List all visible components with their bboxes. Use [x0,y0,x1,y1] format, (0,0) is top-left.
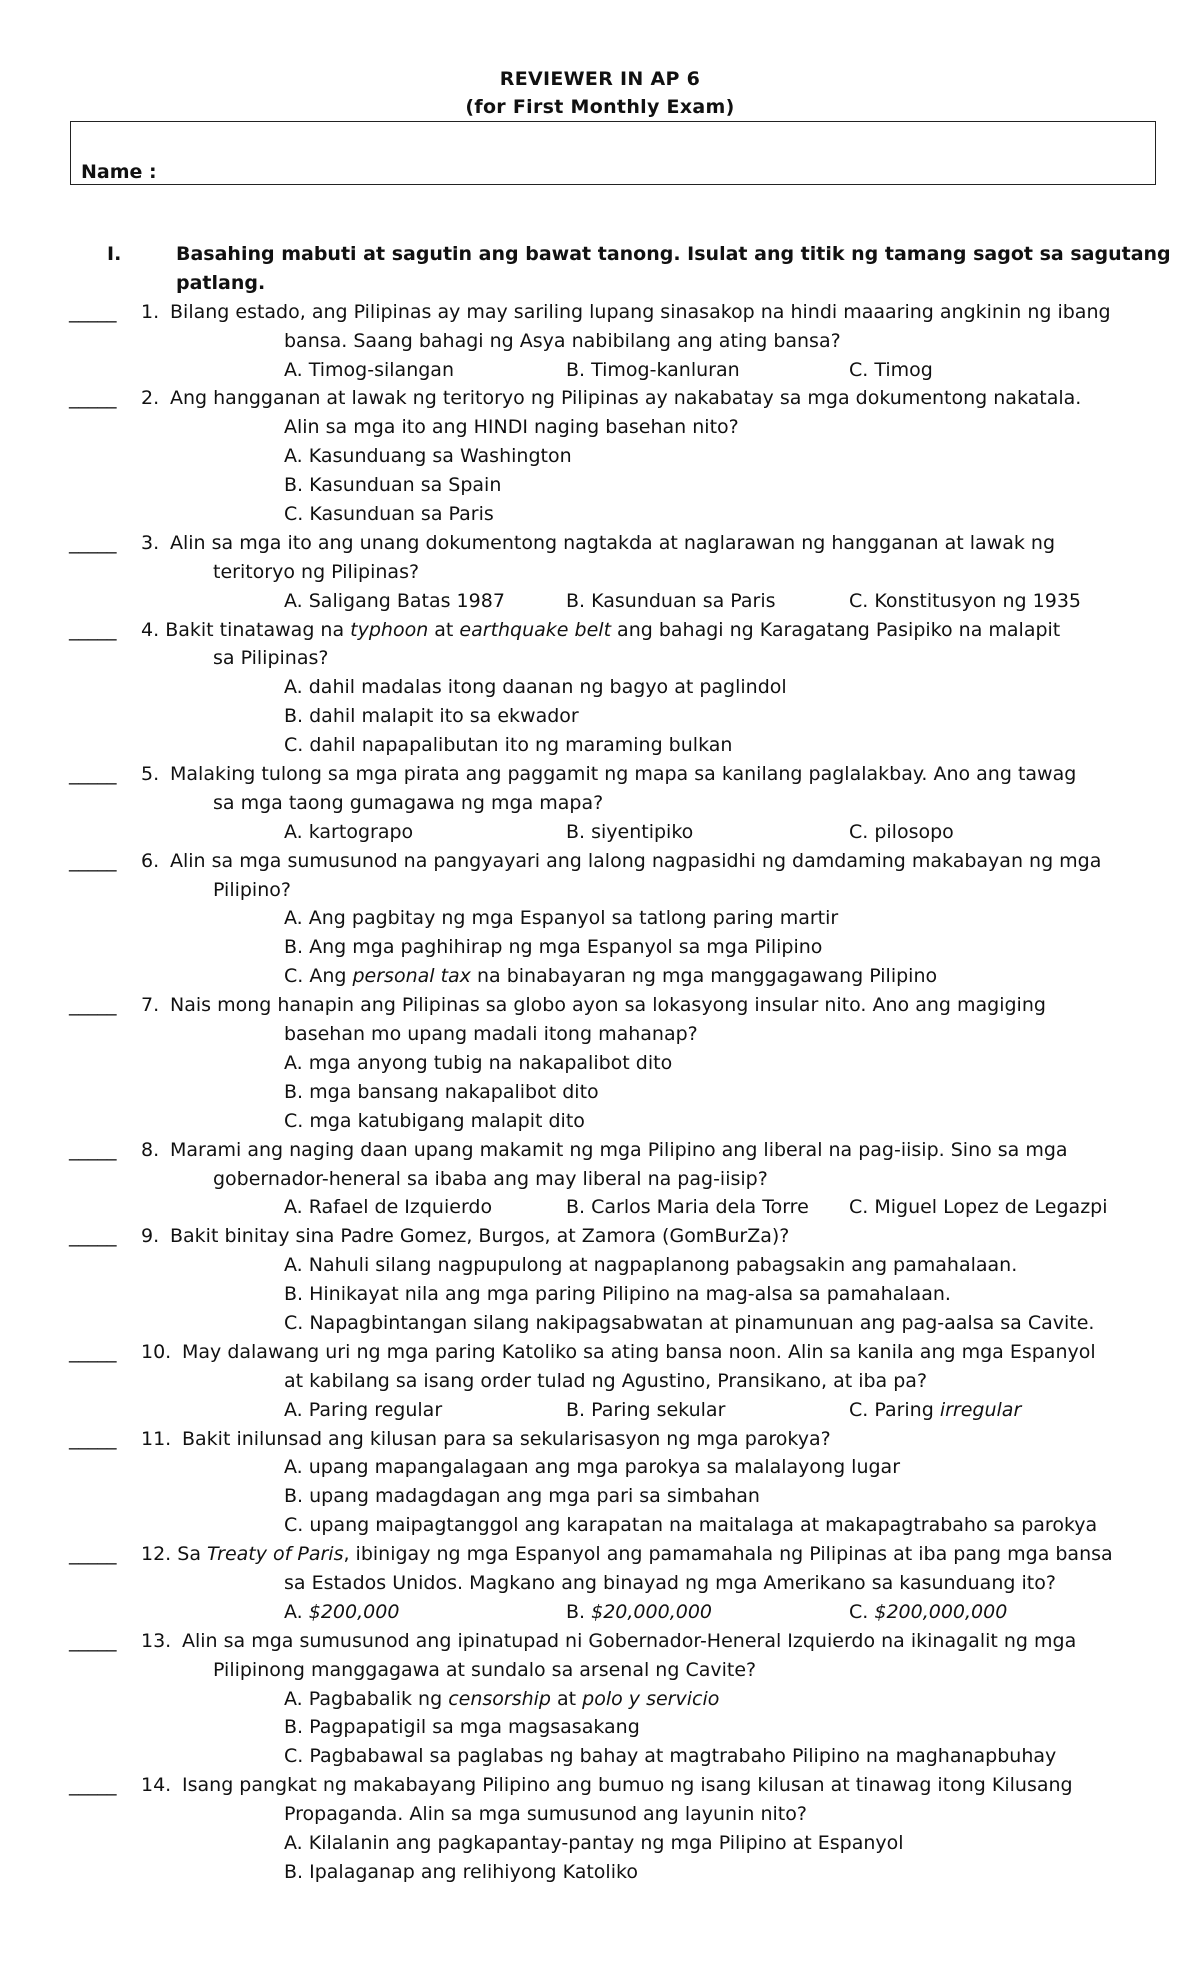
option-a: A. Rafael de Izquierdo [284,1196,493,1219]
question-14-cont [0,1800,1200,1829]
question-5 [0,760,1200,789]
question-text: Bilang estado, ang Pilipinas ay may sariling lupang sinasakop na hindi maaaring angkinin ng ibang [170,300,1111,323]
question-9 [0,1222,1200,1251]
option-row [0,1280,1200,1309]
option-text: A. Pagbabalik ng [284,1687,449,1710]
option-c [849,1396,1021,1425]
option-c [849,1598,1007,1627]
question-11 [0,1425,1200,1454]
question-text-line [141,1540,1113,1569]
answer-blank[interactable]: _____ [69,1774,117,1797]
term-irregular: irregular [939,1398,1022,1421]
question-13-cont [0,1656,1200,1685]
question-text: Alin sa mga ito ang unang dokumentong nagtakda at naglarawan ng hangganan at lawak ng [170,531,1056,554]
question-number: 1. [141,300,160,323]
option-row [0,962,1200,991]
option-letter: A. [284,1600,309,1623]
question-4-cont [0,644,1200,673]
question-7-cont [0,1020,1200,1049]
question-text: Isang pangkat ng makabayang Pilipino ang bumuo ng isang kilusan at tinawag itong Kilusang [182,1774,1073,1797]
option-a: A. Kasunduang sa Washington [284,445,572,468]
options-row [0,1396,1200,1425]
option-c: C. Miguel Lopez de Legazpi [849,1196,1108,1219]
question-8-cont [0,1165,1200,1194]
question-text: Alin sa mga sumusunod ang ipinatupad ni Gobernador-Heneral Izquierdo na ikinagalit ng mga [182,1629,1077,1652]
option-row [0,500,1200,529]
option-row [0,1685,1200,1714]
section-number: I. [107,243,122,265]
term-typhoon: typhoon [350,618,429,641]
question-10-cont [0,1367,1200,1396]
option-row [0,1829,1200,1858]
option-b: B. Carlos Maria dela Torre [566,1196,809,1219]
question-text: ang bahagi ng Karagatang Pasipiko na malapit [611,618,1061,641]
option-row [0,1511,1200,1540]
option-row [0,904,1200,933]
question-8 [0,1136,1200,1165]
options-row [0,1598,1200,1627]
question-text: Bakit inilunsad ang kilusan para sa sekularisasyon ng mga parokya? [182,1427,831,1450]
option-row [0,1078,1200,1107]
name-field-box[interactable] [70,121,1156,185]
option-c: C. Timog [849,358,933,381]
option-c: C. Kasunduan sa Paris [284,503,494,526]
question-text: Malaking tulong sa mga pirata ang paggamit ng mapa sa kanilang paglalakbay. Ano ang tawag [170,763,1077,786]
question-3 [0,529,1200,558]
question-text: Pilipino? [213,878,291,901]
question-7 [0,991,1200,1020]
option-c: C. Konstitusyon ng 1935 [849,589,1081,612]
term-earthquake-belt: earthquake belt [459,618,612,641]
option-row [0,1742,1200,1771]
question-2-cont [0,413,1200,442]
question-number: 11. [141,1427,172,1450]
page-title: REVIEWER IN AP 6 [499,68,701,90]
option-b: B. Hinikayat nila ang mga paring Pilipino na mag-alsa sa pamahalaan. [284,1283,951,1306]
option-c: C. upang maipagtanggol ang karapatan na maitalaga at makapagtrabaho sa parokya [284,1514,1098,1537]
question-12 [0,1540,1200,1569]
option-value: $200,000 [308,1600,400,1623]
question-6-cont [0,876,1200,905]
question-number: 6. [141,849,160,872]
option-row [0,1482,1200,1511]
option-b: B. Paring sekular [566,1398,726,1421]
question-4 [0,616,1200,645]
answer-blank[interactable]: _____ [69,763,117,786]
answer-blank[interactable]: _____ [69,1225,117,1248]
answer-blank[interactable]: _____ [69,1138,117,1161]
option-letter: C. [849,1600,875,1623]
instruction-line [0,269,1200,298]
question-text: Propaganda. Alin sa mga sumusunod ang layunin nito? [284,1803,807,1826]
question-1 [0,298,1200,327]
question-text: sa Pilipinas? [213,647,329,670]
question-text: sa mga taong gumagawa ng mga mapa? [213,791,604,814]
option-b: B. upang madagdagan ang mga pari sa simbahan [284,1485,760,1508]
option-a: A. Paring regular [284,1398,443,1421]
option-a: A. Kilalanin ang pagkapantay-pantay ng mga Pilipino at Espanyol [284,1831,904,1854]
option-b: B. Timog-kanluran [566,358,740,381]
question-5-cont [0,789,1200,818]
term-treaty-of-paris: Treaty of Paris [207,1543,344,1566]
option-row [0,673,1200,702]
question-number: 3. [141,531,160,554]
answer-blank[interactable]: _____ [69,1543,117,1566]
term-censorship: censorship [448,1687,551,1710]
question-number: 13. [141,1629,172,1652]
answer-blank[interactable]: _____ [69,849,117,872]
option-b [566,1598,712,1627]
option-text: C. Ang [284,965,353,988]
option-row [0,731,1200,760]
option-b: B. siyentipiko [566,820,694,843]
question-text: basehan mo upang madali itong mahanap? [284,1023,698,1046]
question-number: 9. [141,1225,160,1248]
option-text: C. Paring [849,1398,940,1421]
question-text: at [428,618,460,641]
options-row [0,356,1200,385]
option-row [0,1107,1200,1136]
question-text: , ibinigay ng mga Espanyol ang pamamahala ng Pilipinas at iba pang mga bansa [343,1543,1113,1566]
option-a: A. mga anyong tubig na nakapalibot dito [284,1051,673,1074]
option-a: A. Timog-silangan [284,358,454,381]
question-section [0,240,1200,1887]
answer-blank[interactable]: _____ [69,618,117,641]
answer-blank[interactable]: _____ [69,994,117,1017]
question-text: Bakit binitay sina Padre Gomez, Burgos, at Zamora (GomBurZa)? [170,1225,790,1248]
answer-blank[interactable]: _____ [69,387,117,410]
option-c [284,962,937,991]
question-number: 5. [141,763,160,786]
options-row [0,1193,1200,1222]
term-polo-y-servicio: polo y servicio [582,1687,720,1710]
question-number: 10. [141,1340,172,1363]
option-c: C. Napagbintangan silang nakipagsabwatan at pinamunuan ang pag-aalsa sa Cavite. [284,1311,1095,1334]
option-row [0,933,1200,962]
question-text: Pilipinong manggagawa at sundalo sa arsenal ng Cavite? [213,1658,757,1681]
options-row [0,818,1200,847]
question-text: gobernador-heneral sa ibaba ang may liberal na pag-iisip? [213,1167,768,1190]
question-6 [0,847,1200,876]
question-text: May dalawang uri ng mga paring Katoliko sa ating bansa noon. Alin sa kanila ang mga Espanyol [182,1340,1096,1363]
option-a: A. Saligang Batas 1987 [284,589,505,612]
option-row [0,1251,1200,1280]
answer-blank[interactable]: _____ [69,300,117,323]
question-number: 14. [141,1774,172,1797]
question-text: Nais mong hanapin ang Pilipinas sa globo ayon sa lokasyong insular nito. Ano ang magiging [170,994,1046,1017]
option-row [0,1309,1200,1338]
option-row [0,1713,1200,1742]
question-text: Sa [177,1543,208,1566]
question-3-cont [0,558,1200,587]
option-a [284,1598,399,1627]
option-letter: B. [566,1600,592,1623]
option-row [0,1049,1200,1078]
question-number: 7. [141,994,160,1017]
option-a: A. dahil madalas itong daanan ng bagyo at paglindol [284,676,787,699]
question-1-cont [0,327,1200,356]
question-text: Alin sa mga ito ang HINDI naging basehan nito? [284,416,739,439]
question-text: teritoryo ng Pilipinas? [213,560,420,583]
option-a: A. Nahuli silang nagpupulong at nagpaplanong pabagsakin ang pamahalaan. [284,1254,1018,1277]
options-row [0,587,1200,616]
question-12-cont [0,1569,1200,1598]
answer-blank[interactable]: _____ [69,1427,117,1450]
answer-blank[interactable]: _____ [69,1340,117,1363]
option-a: A. kartograpo [284,820,414,843]
question-text: Marami ang naging daan upang makamit ng mga Pilipino ang liberal na pag-iisip. Sino sa mga [170,1138,1068,1161]
name-label: Name : [81,161,157,183]
question-text: Alin sa mga sumusunod na pangyayari ang lalong nagpasidhi ng damdaming makabayan ng mga [170,849,1102,872]
option-c: C. mga katubigang malapit dito [284,1109,585,1132]
question-number: 2. [141,387,160,410]
page-subtitle: (for First Monthly Exam) [465,96,735,118]
question-number: 12. [141,1543,172,1566]
option-b: B. Ipalaganap ang relihiyong Katoliko [284,1860,638,1883]
option-c: C. pilosopo [849,820,954,843]
option-row [0,1858,1200,1887]
option-value: $20,000,000 [591,1600,712,1623]
term-personal-tax: personal tax [352,965,471,988]
option-row [0,442,1200,471]
question-text: Bakit tinatawag na [165,618,351,641]
instruction-text: Basahing mabuti at sagutin ang bawat tanong. Isulat ang titik ng tamang sagot sa sagutang [176,243,1171,265]
question-number: 8. [141,1138,160,1161]
option-text: na binabayaran ng mga manggagawang Pilipino [470,965,938,988]
option-b: B. Ang mga paghihirap ng mga Espanyol sa mga Pilipino [284,936,823,959]
question-text: at kabilang sa isang order tulad ng Agustino, Pransikano, at iba pa? [284,1369,928,1392]
question-13 [0,1627,1200,1656]
question-text: Ang hangganan at lawak ng teritoryo ng Pilipinas ay nakabatay sa mga dokumentong nakatala. [170,387,1082,410]
answer-blank[interactable]: _____ [69,1629,117,1652]
instruction-text: patlang. [176,271,266,294]
option-row [0,1453,1200,1482]
option-row [0,471,1200,500]
option-value: $200,000,000 [874,1600,1008,1623]
option-text: at [551,1687,583,1710]
option-c: C. Pagbabawal sa paglabas ng bahay at magtrabaho Pilipino na maghanapbuhay [284,1745,1057,1768]
question-14 [0,1771,1200,1800]
question-2 [0,384,1200,413]
option-b: B. Kasunduan sa Spain [284,474,502,497]
question-10 [0,1338,1200,1367]
option-a: A. upang mapangalagaan ang mga parokya sa malalayong lugar [284,1456,901,1479]
option-b: B. dahil malapit ito sa ekwador [284,705,579,728]
question-number: 4. [141,618,160,641]
option-b: B. Kasunduan sa Paris [566,589,776,612]
answer-blank[interactable]: _____ [69,531,117,554]
option-a [284,1685,719,1714]
question-text: bansa. Saang bahagi ng Asya nabibilang ang ating bansa? [284,329,841,352]
question-text-line [141,616,1060,645]
option-b: B. mga bansang nakapalibot dito [284,1080,599,1103]
option-c: C. dahil napapalibutan ito ng maraming bulkan [284,734,733,757]
instruction-line [0,240,1200,269]
question-text: sa Estados Unidos. Magkano ang binayad ng mga Amerikano sa kasunduang ito? [284,1571,1056,1594]
option-row [0,702,1200,731]
option-b: B. Pagpapatigil sa mga magsasakang [284,1716,640,1739]
option-a: A. Ang pagbitay ng mga Espanyol sa tatlong paring martir [284,907,839,930]
